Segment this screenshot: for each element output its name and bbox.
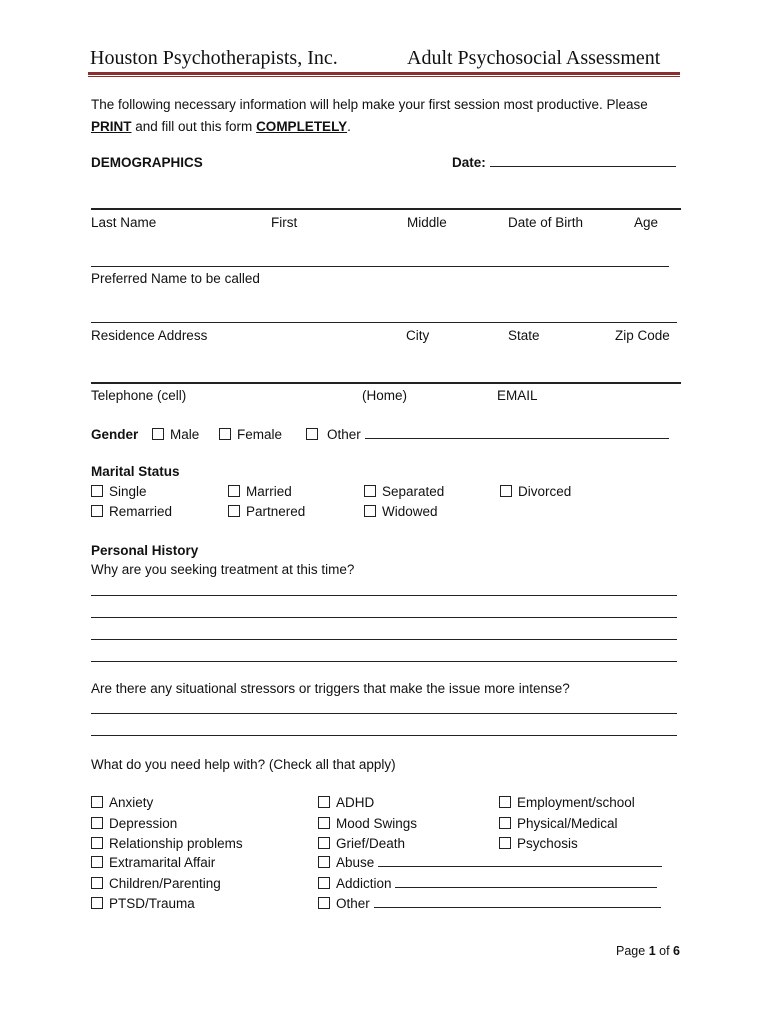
help-option-anxiety[interactable] [91,795,153,810]
other-help-label: Other [336,896,370,911]
zip-code-label: Zip Code [615,328,670,343]
help-option-depression[interactable] [91,816,177,831]
remarried-label: Remarried [109,504,173,519]
intro-line-2 [91,119,351,134]
partnered-checkbox[interactable] [228,505,240,517]
other-help-checkbox[interactable] [318,897,330,909]
parenting-checkbox[interactable] [91,877,103,889]
gender-other-option[interactable] [306,427,669,442]
affair-checkbox[interactable] [91,856,103,868]
female-checkbox[interactable] [219,428,231,440]
employment-label: Employment/school [517,795,635,810]
help-option-ptsd[interactable] [91,896,195,911]
header-rule-thin [88,76,680,77]
answer-line[interactable] [91,595,677,596]
gender-male-option[interactable] [152,427,199,442]
relationship-checkbox[interactable] [91,837,103,849]
marital-option-widowed[interactable] [364,504,438,519]
addiction-blank[interactable] [395,887,657,888]
married-label: Married [246,484,292,499]
completely-word: COMPLETELY [256,119,348,134]
addiction-checkbox[interactable] [318,877,330,889]
demographics-heading: DEMOGRAPHICS [91,155,203,170]
abuse-checkbox[interactable] [318,856,330,868]
abuse-blank[interactable] [378,866,662,867]
first-name-label: First [271,215,298,230]
date-field[interactable] [452,155,676,170]
other-gender-checkbox[interactable] [306,428,318,440]
page-total: 6 [673,944,680,958]
separated-label: Separated [382,484,445,499]
marital-option-married[interactable] [228,484,292,499]
married-checkbox[interactable] [228,485,240,497]
answer-line[interactable] [91,735,677,736]
marital-option-remarried[interactable] [91,504,172,519]
addiction-label: Addiction [336,876,392,891]
other-gender-blank[interactable] [365,438,669,439]
help-option-affair[interactable] [91,855,215,870]
anxiety-checkbox[interactable] [91,796,103,808]
marital-option-partnered[interactable] [228,504,305,519]
psychosis-checkbox[interactable] [499,837,511,849]
phone-line[interactable] [91,382,681,384]
city-label: City [406,328,430,343]
answer-line[interactable] [91,713,677,714]
grief-label: Grief/Death [336,836,406,851]
print-word: PRINT [91,119,132,134]
marital-option-single[interactable] [91,484,147,499]
widowed-checkbox[interactable] [364,505,376,517]
help-option-grief[interactable] [318,836,405,851]
physical-label: Physical/Medical [517,816,618,831]
single-label: Single [109,484,147,499]
page-word: Page [616,944,646,958]
male-label: Male [170,427,200,442]
cell-phone-label: Telephone (cell) [91,388,187,403]
treatment-question: Why are you seeking treatment at this time? [91,562,355,577]
mood-swings-checkbox[interactable] [318,817,330,829]
answer-line[interactable] [91,661,677,662]
name-line[interactable] [91,208,681,210]
address-line[interactable] [91,322,677,323]
answer-line[interactable] [91,639,677,640]
help-option-relationship[interactable] [91,836,243,851]
help-option-physical[interactable] [499,816,618,831]
help-option-psychosis[interactable] [499,836,578,851]
preferred-name-line[interactable] [91,266,669,267]
ptsd-label: PTSD/Trauma [109,896,195,911]
anxiety-label: Anxiety [109,795,154,810]
help-option-parenting[interactable] [91,876,221,891]
page-of-word: of [659,944,670,958]
help-option-adhd[interactable] [318,795,374,810]
marital-option-separated[interactable] [364,484,444,499]
intro-period: . [347,119,351,134]
separated-checkbox[interactable] [364,485,376,497]
other-help-blank[interactable] [374,907,661,908]
male-checkbox[interactable] [152,428,164,440]
help-question: What do you need help with? (Check all that apply) [91,757,396,772]
abuse-label: Abuse [336,855,375,870]
help-option-employment[interactable] [499,795,635,810]
header-rule [88,72,680,75]
date-blank[interactable] [490,166,676,167]
divorced-label: Divorced [518,484,572,499]
company-name: Houston Psychotherapists, Inc. [90,47,338,69]
relationship-label: Relationship problems [109,836,243,851]
ptsd-checkbox[interactable] [91,897,103,909]
female-label: Female [237,427,283,442]
single-checkbox[interactable] [91,485,103,497]
personal-history-heading: Personal History [91,543,199,558]
residence-address-label: Residence Address [91,328,208,343]
adhd-checkbox[interactable] [318,796,330,808]
depression-checkbox[interactable] [91,817,103,829]
other-gender-label: Other [327,427,361,442]
dob-label: Date of Birth [508,215,584,230]
page-number [616,944,680,958]
divorced-checkbox[interactable] [500,485,512,497]
psychosis-label: Psychosis [517,836,578,851]
affair-label: Extramarital Affair [109,855,216,870]
widowed-label: Widowed [382,504,438,519]
age-label: Age [634,215,659,230]
partnered-label: Partnered [246,504,306,519]
gender-female-option[interactable] [219,427,282,442]
physical-checkbox[interactable] [499,817,511,829]
stressors-question: Are there any situational stressors or triggers that make the issue more intense? [91,681,570,696]
preferred-name-label: Preferred Name to be called [91,271,260,286]
form-title: Adult Psychosocial Assessment [407,47,661,69]
help-option-other[interactable] [318,896,661,911]
intro-line-1: The following necessary information will help make your first session most productive. Please [91,97,648,112]
parenting-label: Children/Parenting [109,876,221,891]
mood-swings-label: Mood Swings [336,816,418,831]
employment-checkbox[interactable] [499,796,511,808]
page-current: 1 [648,944,656,958]
help-option-abuse[interactable] [318,855,662,870]
last-name-label: Last Name [91,215,157,230]
help-option-mood-swings[interactable] [318,816,417,831]
intro-middle: and fill out this form [131,119,257,134]
marital-status-heading: Marital Status [91,464,180,479]
depression-label: Depression [109,816,178,831]
grief-checkbox[interactable] [318,837,330,849]
adhd-label: ADHD [336,795,375,810]
gender-label: Gender [91,427,139,442]
answer-line[interactable] [91,617,677,618]
email-label: EMAIL [497,388,538,403]
marital-option-divorced[interactable] [500,484,571,499]
remarried-checkbox[interactable] [91,505,103,517]
date-label: Date: [452,155,486,170]
state-label: State [508,328,540,343]
help-option-addiction[interactable] [318,876,657,891]
middle-name-label: Middle [407,215,447,230]
home-phone-label: (Home) [362,388,408,403]
